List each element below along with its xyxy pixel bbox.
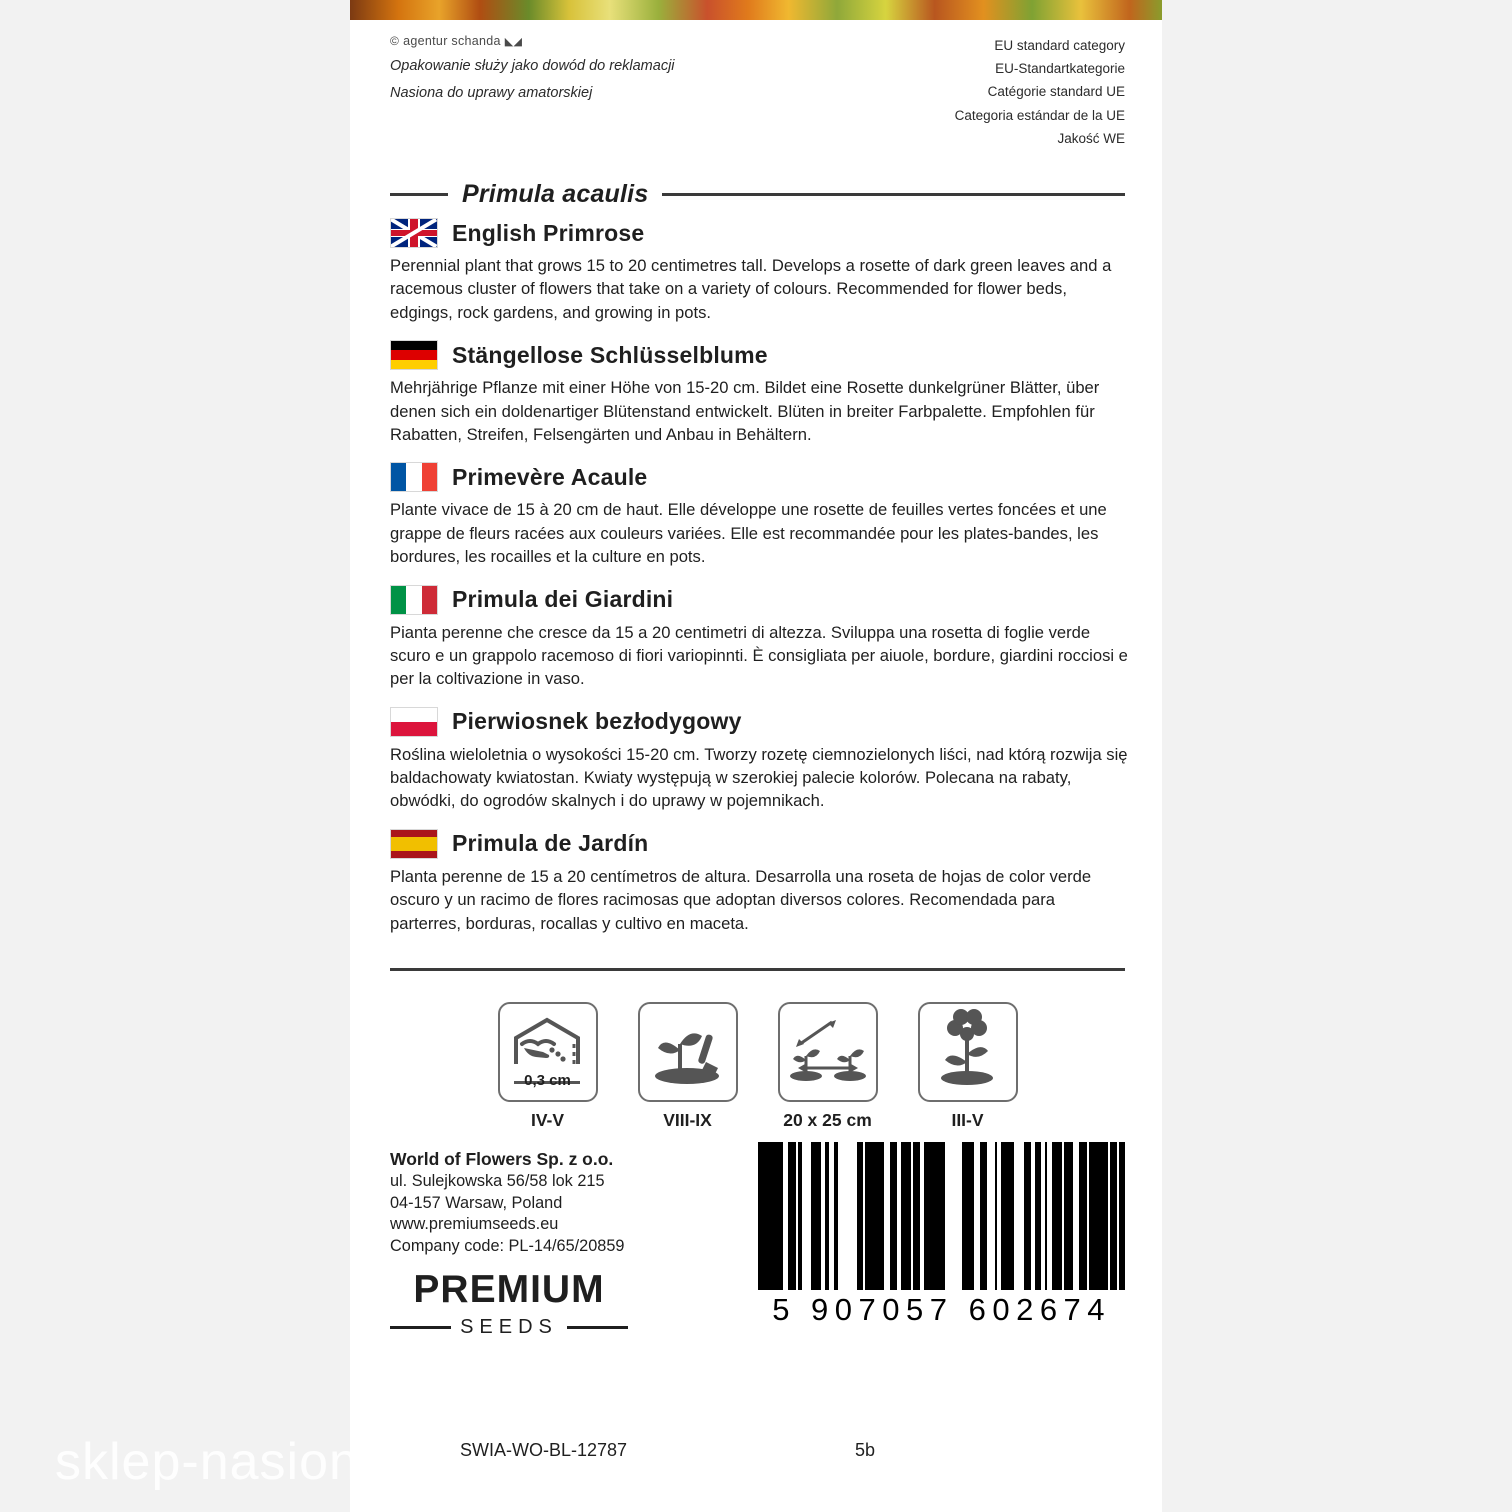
sku-code: SWIA-WO-BL-12787 — [460, 1440, 628, 1460]
eu-note-en: EU standard category — [994, 38, 1125, 53]
flag-italy-icon — [390, 585, 438, 615]
company-address-2: 04-157 Warsaw, Poland — [390, 1193, 563, 1212]
barcode-bars — [758, 1142, 1125, 1290]
language-head-en — [390, 218, 1130, 248]
header — [390, 34, 1125, 150]
logo-rule-left — [390, 1326, 451, 1329]
language-block-fr — [390, 462, 1130, 568]
company-code: Company code: PL-14/65/20859 — [390, 1236, 625, 1255]
logo-line-2-row — [390, 1316, 628, 1339]
flag-germany-icon — [390, 340, 438, 370]
language-head-it — [390, 585, 1130, 615]
plant-description-fr: Plante vivace de 15 à 20 cm de haut. Elle développe une rosette de feuilles vertes foncées et une grappe de fleurs racées aux couleurs variées. Elle est recommandée pour les plates-bandes, les bordures, les rocailles et la culture en pots. — [390, 500, 1107, 567]
language-block-de — [390, 340, 1130, 446]
watermark: sklep-nasion — [55, 1433, 359, 1491]
page-code: 5b — [855, 1440, 876, 1460]
plant-name-pl: Pierwiosnek bezłodygowy — [452, 708, 742, 735]
plant-description-es: Planta perenne de 15 a 20 centímetros de altura. Desarrolla una roseta de hojas de color verde oscuro y un racimo de flores racimosas que adoptan diversos colores. Recomendada para parterres, borduras, rocallas y cultivo en maceta. — [390, 866, 1092, 933]
note-amateur: Nasiona do uprawy amatorskiej — [390, 84, 593, 101]
language-block-es — [390, 829, 1130, 935]
latin-title-row — [390, 180, 1125, 209]
plant-description-de: Mehrjährige Pflanze mit einer Höhe von 15-20 cm. Bildet eine Rosette dunkelgrüner Blätter, über denen sich ein doldenartiger Blütenstand entwickelt. Blüten in breiter Farbpalette. Empfohlen für Rabatten, Streifen, Felsengärten und Anbau in Behältern. — [390, 378, 1100, 444]
eu-note-pl: Jakość WE — [1057, 130, 1125, 146]
header-left — [390, 34, 720, 150]
plant-name-fr: Primevère Acaule — [452, 463, 648, 490]
spacing-icon — [778, 1002, 878, 1102]
barcode-digits: 5 907057 602674 — [772, 1292, 1112, 1327]
company-name: World of Flowers Sp. z o.o. — [390, 1149, 614, 1169]
growing-info-icons — [390, 1002, 1125, 1131]
language-block-en — [390, 218, 1130, 324]
plant-name-de: Stängellose Schlüsselblume — [452, 341, 768, 368]
language-head-es — [390, 829, 1130, 859]
packet-content — [350, 20, 1162, 1512]
language-head-pl — [390, 707, 1130, 737]
plant-name-en: English Primrose — [452, 219, 645, 246]
note-complaint: Opakowanie służy jako dowód do reklamacji — [390, 58, 675, 74]
language-sections — [390, 218, 1130, 951]
header-right — [955, 34, 1125, 150]
logo-line-1: PREMIUM — [413, 1268, 605, 1311]
language-head-de — [390, 340, 1130, 370]
eu-note-es: Categoria estándar de la UE — [954, 107, 1125, 123]
icon-cell-spacing — [778, 1002, 878, 1131]
sowing-depth-value: 0,3 cm — [524, 1072, 571, 1089]
plant-name-es: Primula de Jardín — [452, 830, 649, 857]
premium-seeds-logo — [390, 1270, 628, 1339]
sowing-depth-icon — [498, 1002, 598, 1102]
flowering-icon — [918, 1002, 1018, 1102]
eu-note-fr: Catégorie standard UE — [987, 84, 1125, 100]
flag-france-icon — [390, 462, 438, 492]
icon-cell-sowing — [498, 1002, 598, 1131]
language-head-fr — [390, 462, 1130, 492]
icon-cell-flowering — [918, 1002, 1018, 1131]
company-address-1: ul. Sulejkowska 56/58 lok 215 — [390, 1172, 605, 1191]
bottom-codes — [390, 1440, 1125, 1470]
logo-line-2: SEEDS — [460, 1316, 558, 1338]
sowing-months: IV-V — [530, 1110, 565, 1130]
flowering-months: III-V — [951, 1110, 984, 1130]
latin-name: Primula acaulis — [462, 180, 649, 208]
packet-photo-strip — [350, 0, 1162, 20]
language-block-it — [390, 585, 1130, 691]
planting-seedling-icon — [638, 1002, 738, 1102]
flag-poland-icon — [390, 707, 438, 737]
planting-months: VIII-IX — [663, 1110, 712, 1130]
seed-packet-back — [350, 0, 1162, 1512]
plant-name-it: Primula dei Giardini — [452, 586, 674, 613]
plant-description-it: Pianta perenne che cresce da 15 a 20 centimetri di altezza. Sviluppa una rosetta di foglie verde scuro e un grappolo racemoso di fiori variopinnti. È consigliata per aiuole, bordure, giardini rocciosi e per la coltivazione in vaso. — [390, 622, 1128, 689]
plant-description-en: Perennial plant that grows 15 to 20 centimetres tall. Develops a rosette of dark green leaves and a racemous cluster of flowers that take on a variety of colours. Recommended for flower beds, edgings, rock gardens, and growing in pots. — [390, 256, 1112, 322]
barcode-block — [758, 1142, 1125, 1328]
icon-cell-planting — [638, 1002, 738, 1131]
flag-united-kingdom-icon — [390, 218, 438, 248]
company-website[interactable]: www.premiumseeds.eu — [390, 1215, 559, 1234]
flag-spain-icon — [390, 829, 438, 859]
title-rule-left — [390, 193, 448, 196]
copyright-icon: © — [390, 34, 400, 48]
logo-rule-right — [567, 1326, 628, 1329]
language-block-pl — [390, 707, 1130, 813]
title-rule-right — [662, 193, 1125, 196]
copyright-text: agentur schanda — [403, 34, 501, 48]
leaf-icon: ◣◢ — [504, 35, 523, 48]
eu-note-de: EU-Standartkategorie — [995, 61, 1125, 77]
spacing-value: 20 x 25 cm — [783, 1110, 872, 1130]
copyright-line — [390, 34, 720, 48]
company-info — [390, 1148, 810, 1257]
plant-description-pl: Roślina wieloletnia o wysokości 15-20 cm. Tworzy rozetę ciemnozielonych liści, nad którą rozwija się baldachowaty kwiatostan. Kwiaty występują w szerokiej palecie kolorów. Polecana na rabaty, obwódki, do ogrodów skalnych i do uprawy w pojemnikach. — [390, 744, 1128, 811]
section-divider — [390, 968, 1125, 971]
